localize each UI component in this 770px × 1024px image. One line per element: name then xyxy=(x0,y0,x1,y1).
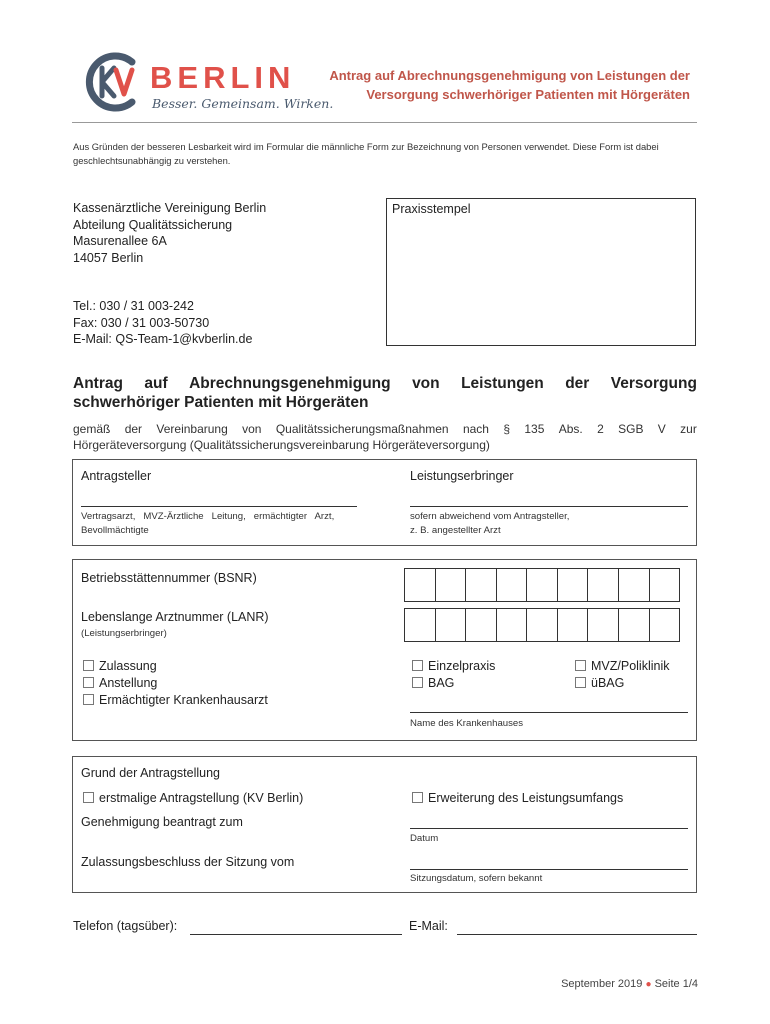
checkbox-icon xyxy=(83,660,94,671)
title-word: von xyxy=(412,375,440,392)
bsnr-input-grid[interactable] xyxy=(404,568,680,602)
applicant-section xyxy=(72,459,697,546)
checkbox-zulassung[interactable] xyxy=(83,659,157,673)
requested-date-line[interactable] xyxy=(410,828,688,829)
checkbox-icon xyxy=(575,660,586,671)
subtitle-word: Qualitätssicherungsmaßnahmen xyxy=(275,422,449,436)
hospital-input-line[interactable] xyxy=(410,712,688,713)
checkbox-bag[interactable] xyxy=(412,676,454,690)
address-line4: 14057 Berlin xyxy=(73,250,144,265)
identification-section xyxy=(72,559,697,741)
email-input-line[interactable] xyxy=(457,934,697,935)
applicant-hint xyxy=(81,510,371,537)
bsnr-label: Betriebsstättennummer (BSNR) xyxy=(81,571,257,585)
checkbox-anstellung[interactable] xyxy=(83,676,157,690)
subtitle-line2: Hörgeräteversorgung (Qualitätssicherungsvereinbarung Hörgeräteversorgung) xyxy=(73,438,490,452)
applicant-hint-line1: Vertragsarzt, MVZ-Ärztliche Leitung, ermächtigter Arzt, xyxy=(81,511,335,522)
subtitle-word: Vereinbarung xyxy=(156,422,228,436)
header-title-line2: Versorgung schwerhöriger Patienten mit Hörgeräten xyxy=(366,87,690,102)
footer-date: September 2019 xyxy=(561,978,643,990)
checkbox-bag-label: BAG xyxy=(428,676,455,690)
phone-input-line[interactable] xyxy=(190,934,402,935)
subtitle-word: nach xyxy=(462,422,489,436)
intro-note: Aus Gründen der besseren Lesbarkeit wird im Formular die männliche Form zur Bezeichnung von Personen verwendet. Diese Form ist dabei geschlechtsunabhängig zu verstehen. xyxy=(73,141,659,166)
applicant-input-line[interactable] xyxy=(81,506,357,507)
checkbox-icon xyxy=(575,677,586,688)
checkbox-first-application[interactable] xyxy=(83,791,303,805)
applicant-label: Antragsteller xyxy=(81,469,152,483)
subtitle-word: § xyxy=(503,422,510,436)
subtitle-word: gemäß xyxy=(73,422,111,436)
checkbox-icon xyxy=(83,792,94,803)
reason-section xyxy=(72,756,697,893)
form-subtitle xyxy=(73,421,697,453)
subtitle-word: SGB xyxy=(618,422,644,436)
practice-stamp-label: Praxisstempel xyxy=(392,202,471,216)
subtitle-word: der xyxy=(124,422,143,436)
checkbox-ermaechtigt[interactable] xyxy=(83,693,268,707)
form-title xyxy=(73,374,697,412)
reason-title: Grund der Antragstellung xyxy=(81,766,220,780)
address-block xyxy=(73,200,266,348)
title-word: Abrechnungsgenehmigung xyxy=(189,375,391,392)
applicant-hint-line2: Bevollmächtigte xyxy=(81,524,149,536)
subtitle-word: V xyxy=(657,422,666,436)
provider-hint xyxy=(410,510,569,537)
checkbox-icon xyxy=(83,694,94,705)
title-line2: schwerhöriger Patienten mit Hörgeräten xyxy=(73,394,369,411)
title-word: Antrag xyxy=(73,375,123,392)
checkbox-ubag-label: üBAG xyxy=(591,676,625,690)
address-line2: Abteilung Qualitätssicherung xyxy=(73,217,233,232)
provider-label: Leistungserbringer xyxy=(410,469,514,483)
session-date-line[interactable] xyxy=(410,869,688,870)
title-word: Versorgung xyxy=(610,375,697,392)
checkbox-extension-label: Erweiterung des Leistungsumfangs xyxy=(428,791,624,805)
practice-stamp-box[interactable] xyxy=(386,198,696,346)
checkbox-icon xyxy=(412,677,423,688)
header-title-line1: Antrag auf Abrechnungsgenehmigung von Leistungen der xyxy=(329,68,690,83)
provider-hint-line2: z. B. angestellter Arzt xyxy=(410,524,501,536)
kv-logo-icon xyxy=(80,52,150,112)
subtitle-word: 2 xyxy=(597,422,604,436)
footer-page: Seite 1/4 xyxy=(654,978,698,990)
checkbox-icon xyxy=(412,660,423,671)
lanr-label: Lebenslange Arztnummer (LANR) xyxy=(81,610,269,624)
address-tel: Tel.: 030 / 31 003-242 xyxy=(73,299,194,313)
title-word: Leistungen xyxy=(461,375,544,392)
decision-label: Zulassungsbeschluss der Sitzung vom xyxy=(81,855,295,869)
session-hint: Sitzungsdatum, sofern bekannt xyxy=(410,873,543,884)
checkbox-mvz-label: MVZ/Poliklinik xyxy=(591,659,670,673)
kv-berlin-logo xyxy=(80,52,334,116)
checkbox-mvz[interactable] xyxy=(575,659,670,673)
lanr-input-grid[interactable] xyxy=(404,608,680,642)
lanr-hint: (Leistungserbringer) xyxy=(81,628,167,639)
checkbox-einzelpraxis-label: Einzelpraxis xyxy=(428,659,496,673)
provider-input-line[interactable] xyxy=(410,506,688,507)
address-fax: Fax: 030 / 31 003-50730 xyxy=(73,315,210,330)
bullet-icon: ● xyxy=(645,979,652,990)
checkbox-first-application-label: erstmalige Antragstellung (KV Berlin) xyxy=(99,791,304,805)
checkbox-einzelpraxis[interactable] xyxy=(412,659,495,673)
phone-label: Telefon (tagsüber): xyxy=(73,919,178,933)
provider-hint-line1: sofern abweichend vom Antragsteller, xyxy=(410,511,570,522)
subtitle-word: Abs. xyxy=(558,422,583,436)
page-footer xyxy=(561,978,698,990)
checkbox-ermaechtigt-label: Ermächtigter Krankenhausarzt xyxy=(99,693,268,707)
checkbox-extension[interactable] xyxy=(412,791,623,805)
title-word: der xyxy=(565,375,590,392)
email-label: E-Mail: xyxy=(409,919,448,933)
checkbox-ubag[interactable] xyxy=(575,676,624,690)
subtitle-word: zur xyxy=(680,422,697,436)
hospital-hint: Name des Krankenhauses xyxy=(410,718,524,729)
address-line3: Masurenallee 6A xyxy=(73,234,167,248)
checkbox-anstellung-label: Anstellung xyxy=(99,676,158,690)
address-email: E-Mail: QS-Team-1@kvberlin.de xyxy=(73,332,253,346)
title-word: auf xyxy=(144,375,168,392)
date-hint: Datum xyxy=(410,833,439,844)
checkbox-zulassung-label: Zulassung xyxy=(99,659,157,673)
logo-wordmark: BERLIN xyxy=(150,60,296,95)
subtitle-word: 135 xyxy=(524,422,545,436)
logo-tagline: Besser. Gemeinsam. Wirken. xyxy=(152,96,334,111)
header-divider xyxy=(72,122,697,123)
requested-label: Genehmigung beantragt zum xyxy=(81,815,243,829)
subtitle-word: von xyxy=(242,422,262,436)
checkbox-icon xyxy=(83,677,94,688)
checkbox-icon xyxy=(412,792,423,803)
address-line1: Kassenärztliche Vereinigung Berlin xyxy=(73,201,267,215)
header-title xyxy=(329,66,690,104)
